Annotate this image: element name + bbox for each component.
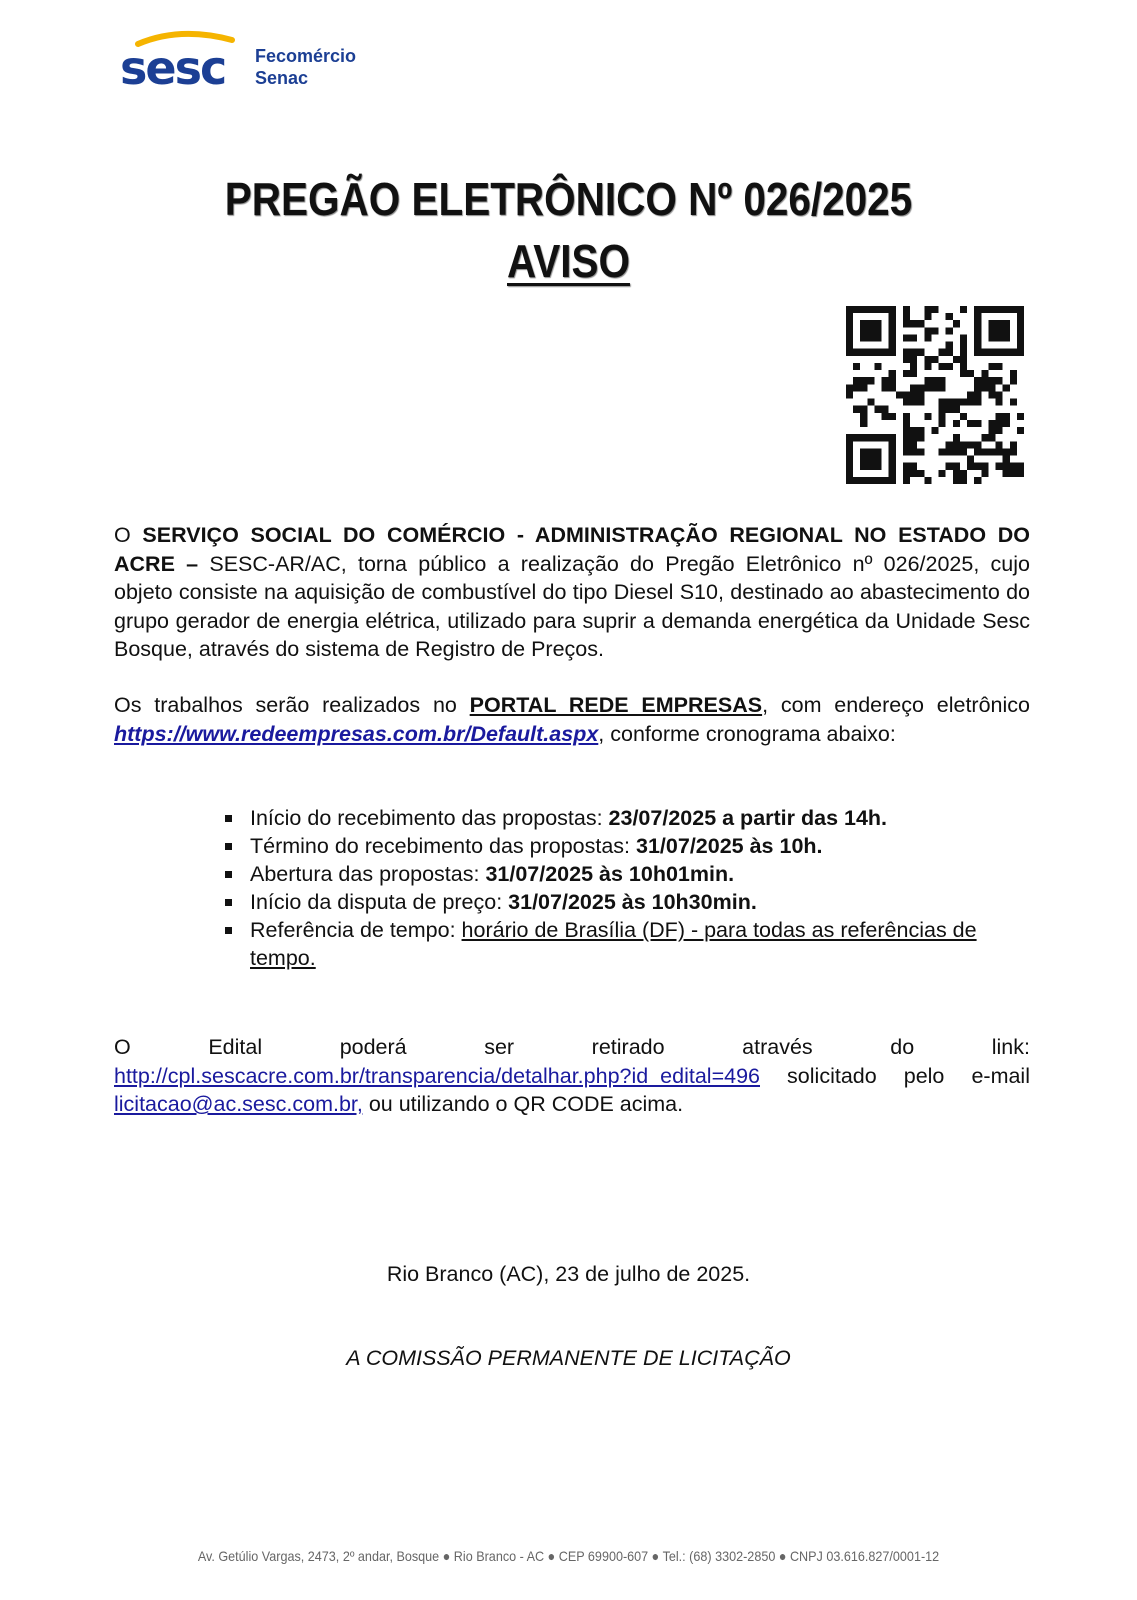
schedule-list <box>220 804 1040 972</box>
edital-first-line: O Edital poderá ser retirado através do link: <box>114 1035 1030 1059</box>
date-line: Rio Branco (AC), 23 de julho de 2025. <box>386 1262 751 1286</box>
page-subtitle: AVISO <box>507 235 630 287</box>
list-item: Início da disputa de preço: 31/07/2025 às 10h30min. <box>220 888 1040 916</box>
portal-name: PORTAL REDE EMPRESAS <box>469 693 763 717</box>
list-item: Término do recebimento das propostas: 31/07/2025 às 10h. <box>220 832 1040 860</box>
edital-rest: http://cpl.sescacre.com.br/transparencia/detalhar.php?id_edital=496 solicitado pelo e-mail licitacao@ac.sesc.com.br, ou utilizando o QR CODE acima. <box>114 1063 1030 1116</box>
logo-partner-senac: Senac <box>255 68 309 88</box>
intro-paragraph: O SERVIÇO SOCIAL DO COMÉRCIO - ADMINISTRAÇÃO REGIONAL NO ESTADO DO ACRE – SESC-AR/AC, torna público a realização do Pregão Eletrônico nº 026/2025, cujo objeto consiste na aquisição de combustível do tipo Diesel S10, destinado ao abastecimento do grupo gerador de energia elétrica, utilizado para suprir a demanda energética da Unidade Sesc Bosque, através do sistema de Registro de Preços. <box>114 523 1030 661</box>
edital-link[interactable]: http://cpl.sescacre.com.br/transparencia/detalhar.php?id_edital=496 <box>114 1063 760 1088</box>
logo-partner-fecomercio: Fecomércio <box>255 46 357 66</box>
list-item: Início do recebimento das propostas: 23/07/2025 a partir das 14h. <box>220 804 1040 832</box>
institution-name: SERVIÇO SOCIAL DO COMÉRCIO - ADMINISTRAÇÃO REGIONAL NO ESTADO DO ACRE – <box>114 523 1030 576</box>
portal-paragraph: Os trabalhos serão realizados no PORTAL REDE EMPRESAS, com endereço eletrônico https://www.redeempresas.com.br/Default.aspx, conforme cronograma abaixo: <box>114 693 1030 746</box>
qr-code-icon <box>846 306 1024 484</box>
page-title: PREGÃO ELETRÔNICO Nº 026/2025 <box>224 173 913 225</box>
email-link[interactable]: licitacao@ac.sesc.com.br, <box>114 1092 363 1116</box>
list-item: Abertura das propostas: 31/07/2025 às 10h01min. <box>220 860 1040 888</box>
portal-link[interactable]: https://www.redeempresas.com.br/Default.aspx <box>114 721 599 746</box>
edital-paragraph <box>114 1033 1030 1119</box>
logo-brand: sesc <box>120 41 226 95</box>
footer-address: Av. Getúlio Vargas, 2473, 2º andar, Bosque ● Rio Branco - AC ● CEP 69900-607 ● Tel.: (68) 3302-2850 ● CNPJ 03.616.827/0001-12 <box>197 1548 940 1564</box>
list-item: Referência de tempo: horário de Brasília (DF) - para todas as referências de tempo. <box>220 916 1040 972</box>
sesc-logo <box>120 26 380 96</box>
committee-signature: A COMISSÃO PERMANENTE DE LICITAÇÃO <box>346 1346 791 1370</box>
